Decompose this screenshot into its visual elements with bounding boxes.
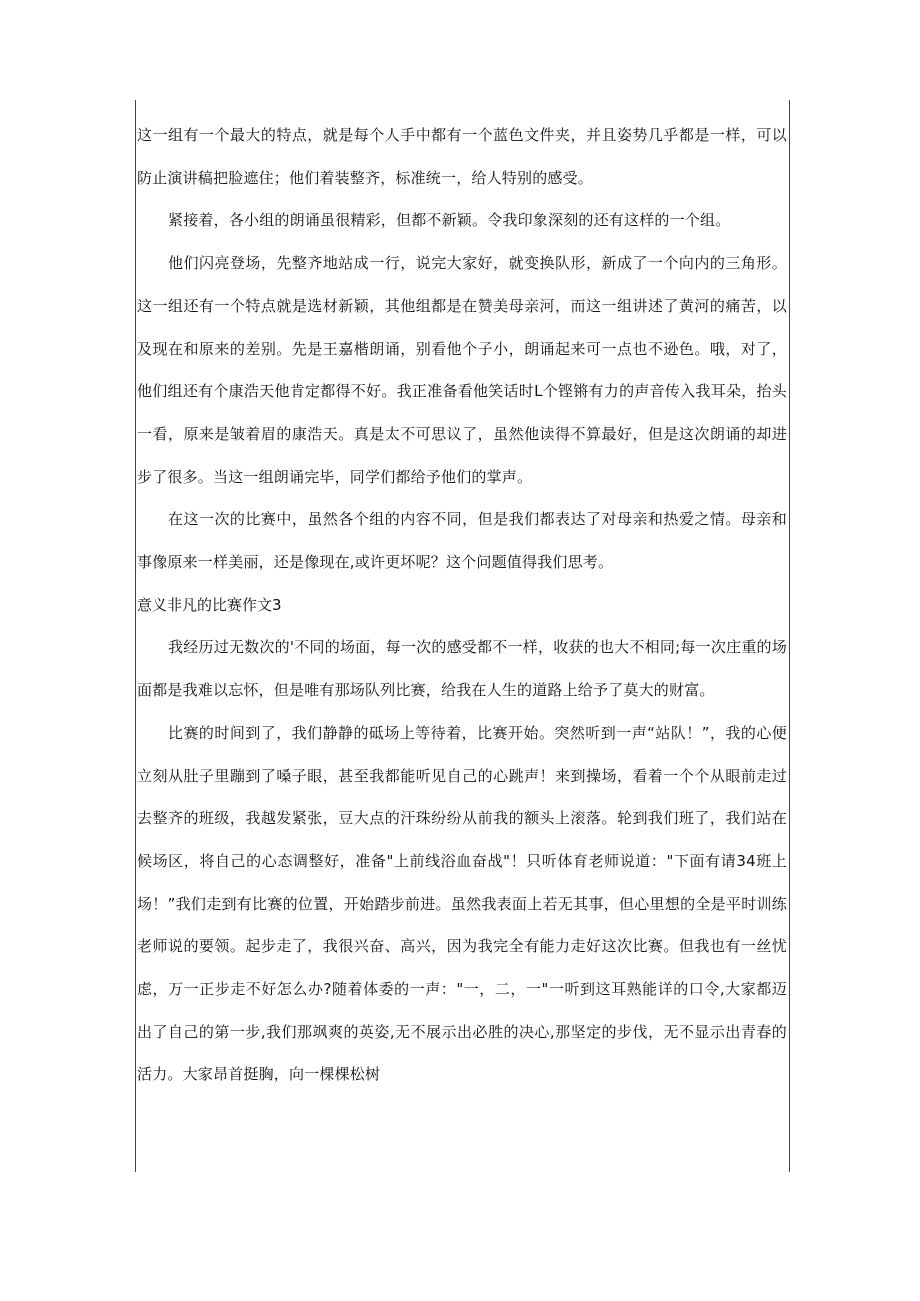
paragraph-3: 他们闪亮登场，先整齐地站成一行，说完大家好，就变换队形，新成了一个向内的三角形。这一组还有一个特点就是选材新颖，其他组都是在赞美母亲河，而这一组讲述了黄河的痛苦，以及现在和原来的差别。先是王嘉楷朗诵，别看他个子小，朗诵起来可一点也不逊色。哦，对了，他们组还有个康浩天他肯定都得不好。我正准备看他笑话时L个铿锵有力的声音传入我耳朵，抬头一看，原来是皱着眉的康浩天。真是太不可思议了，虽然他读得不算最好，但是这次朗诵的却进步了很多。当这一组朗诵完毕，同学们都给予他们的掌声。 [137,254,787,486]
document-body [137,114,787,1096]
paragraph-6: 比赛的时间到了，我们静静的砥场上等待着，比赛开始。突然听到一声“站队！”，我的心便立刻从肚子里蹦到了嗓子眼，甚至我都能听见自己的心跳声！来到操场，看着一个个从眼前走过去整齐的班级，我越发紧张，豆大点的汗珠纷纷从前我的额头上滚落。轮到我们班了，我们站在候场区，将自己的心态调整好，准备"上前线浴血奋战"！只听体育老师说道："下面有请34班上场！”我们走到有比赛的位置，开始踏步前进。虽然我表面上若无其事，但心里想的全是平时训练老师说的要领。起步走了，我很兴奋、高兴，因为我完全有能力走好这次比赛。但我也有一丝忧虑，万一正步走不好怎么办?随着体委的一声："一，二，一"一听到这耳熟能详的口令,大家都迈出了自己的第一步,我们那飒爽的英姿,无不展示出必胜的决心,那坚定的步伐，无不显示出青春的活力。大家昂首挺胸，向一棵棵松树 [137,723,787,1084]
paragraph-5: 我经历过无数次的'不同的场面，每一次的感受都不一样，收获的也大不相同;每一次庄重的场面都是我难以忘怀，但是唯有那场队列比赛，给我在人生的道路上给予了莫大的财富。 [137,638,787,700]
section-heading: 意义非凡的比赛作文3 [137,595,282,614]
page-rule-left [135,100,136,1172]
page-rule-right [789,100,790,1172]
paragraph-1: 这一组有一个最大的特点，就是每个人手中都有一个蓝色文件夹，并且姿势几乎都是一样，可以防止演讲稿把脸遮住；他们着装整齐，标准统一，给人特别的感受。 [137,126,787,187]
paragraph-2: 紧接着，各小组的朗诵虽很精彩，但都不新颖。令我印象深刻的还有这样的一个组。 [168,211,731,230]
paragraph-4: 在这一次的比赛中，虽然各个组的内容不同，但是我们都表达了对母亲和热爱之情。母亲和事像原来一样美丽，还是像现在,或许更坏呢？这个问题值得我们思考。 [137,510,787,572]
